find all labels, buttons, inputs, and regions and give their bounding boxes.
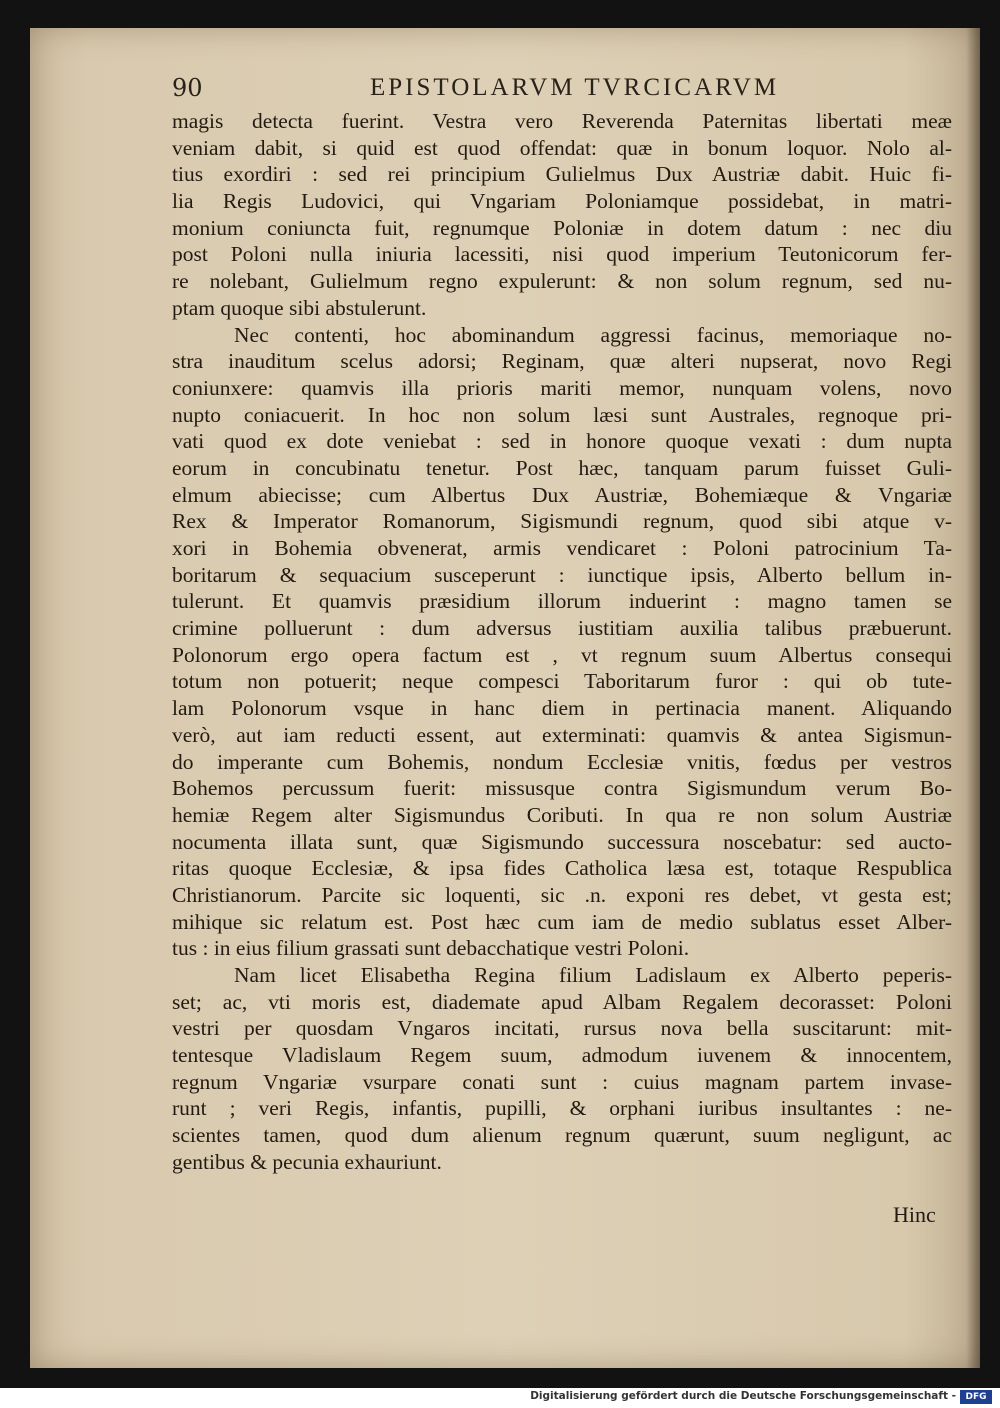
dfg-logo-icon: DFG <box>960 1390 992 1404</box>
text-line: Nam licet Elisabetha Regina filium Ladislaum ex Alberto peperis- <box>234 963 952 987</box>
text-line: xori in Bohemia obvenerat, armis vendicaret : Poloni patrocinium Ta- <box>172 536 952 560</box>
text-line: veniam dabit, si quid est quod offendat: quæ in bonum loquor. Nolo al- <box>172 135 952 160</box>
text-line: re nolebant, Gulielmum regno expulerunt: & non solum regnum, sed nu- <box>172 269 952 294</box>
text-line: set; ac, vti moris est, diademate apud Albam Regalem decorasset: Poloni <box>172 989 952 1014</box>
text-line: elmum abiecisse; cum Albertus Dux Austriæ, Bohemiæque & Vngariæ <box>172 482 952 507</box>
text-line: Bohemos percussum fuerit: missusque contra Sigismundum verum Bo- <box>172 776 952 801</box>
text-line: crimine polluerunt : dum adversus iustitiam auxilia talibus præbuerunt. <box>172 616 952 641</box>
body-text <box>172 108 952 1176</box>
text-line: Rex & Imperator Romanorum, Sigismundi regnum, quod sibi atque v- <box>172 509 952 534</box>
text-line: mihique sic relatum est. Post hæc cum iam de medio sublatus esset Alber- <box>172 909 952 934</box>
text-line: ptam quoque sibi abstulerunt. <box>172 295 427 320</box>
text-line: coniunxere: quamvis illa prioris mariti memor, nunquam volens, novo <box>172 375 952 400</box>
text-line: tentesque Vladislaum Regem suum, admodum iuvenem & innocentem, <box>172 1043 952 1068</box>
text-line: verò, aut iam reducti essent, aut exterminati: quamvis & antea Sigismun- <box>172 722 952 747</box>
funding-credit: Digitalisierung gefördert durch die Deutsche Forschungsgemeinschaft - <box>530 1390 956 1402</box>
text-line: stra inauditum scelus adorsi; Reginam, quæ alteri nupserat, novo Regi <box>172 349 952 374</box>
text-line: tulerunt. Et quamvis præsidium illorum induerint : magno tamen se <box>172 589 952 614</box>
running-title: EPISTOLARVM TVRCICARVM <box>370 74 780 101</box>
text-line: tius exordiri : sed rei principium Gulielmus Dux Austriæ dabit. Huic fi- <box>172 162 952 187</box>
text-line: Nec contenti, hoc abominandum aggressi facinus, memoriaque no- <box>234 322 952 347</box>
text-line: Christianorum. Parcite sic loquenti, sic .n. exponi res debet, vt gesta est; <box>172 882 952 907</box>
text-line: nocumenta illata sunt, quæ Sigismundo successura noscebatur: sed aucto- <box>172 829 952 854</box>
text-line: tus : in eius filium grassati sunt debacchatique vestri Poloni. <box>172 936 690 961</box>
text-line: magis detecta fuerint. Vestra vero Reverenda Paternitas libertati meæ <box>172 109 952 133</box>
text-line: regnum Vngariæ vsurpare conati sunt : cuius magnam partem invase- <box>172 1069 952 1094</box>
text-line: Polonorum ergo opera factum est , vt regnum suum Albertus consequi <box>172 642 952 667</box>
text-line: vati quod ex dote veniebat : sed in honore quoque vexati : dum nupta <box>172 429 952 454</box>
text-line: do imperante cum Bohemis, nondum Ecclesiæ vnitis, fœdus per vestros <box>172 749 952 774</box>
text-line: scientes tamen, quod dum alienum regnum quærunt, suum negligunt, ac <box>172 1123 952 1148</box>
text-line: monium coniuncta fuit, regnumque Poloniæ in dotem datum : nec diu <box>172 215 952 240</box>
digitization-footer <box>0 1388 1000 1408</box>
text-line: gentibus & pecunia exhauriunt. <box>172 1149 442 1174</box>
text-line: runt ; veri Regis, infantis, pupilli, & orphani iuribus insultantes : ne- <box>172 1096 952 1121</box>
page-edge-shadow <box>966 28 980 1368</box>
page-number: 90 <box>172 74 203 102</box>
catchword: Hinc <box>893 1202 936 1227</box>
text-line: vestri per quosdam Vngaros incitati, rursus nova bella suscitarunt: mit- <box>172 1016 952 1041</box>
text-line: nupto coniacuerit. In hoc non solum læsi sunt Australes, regnoque pri- <box>172 402 952 427</box>
text-line: ritas quoque Ecclesiæ, & ipsa fides Catholica læsa est, totaque Respublica <box>172 856 952 881</box>
text-line: lia Regis Ludovici, qui Vngariam Poloniamque possidebat, in matri- <box>172 189 952 214</box>
text-line: post Poloni nulla iniuria lacessiti, nisi quod imperium Teutonicorum fer- <box>172 242 952 267</box>
text-line: totum non potuerit; neque compesci Taboritarum furor : qui ob tute- <box>172 669 952 694</box>
text-line: boritarum & sequacium susceperunt : iunctique ipsis, Alberto bellum in- <box>172 562 952 587</box>
text-line: lam Polonorum vsque in hanc diem in pertinacia manent. Aliquando <box>172 696 952 721</box>
text-line: eorum in concubinatu tenetur. Post hæc, tanquam parum fuisset Guli- <box>172 455 952 480</box>
text-line: hemiæ Regem alter Sigismundus Coributi. In qua re non solum Austriæ <box>172 802 952 827</box>
